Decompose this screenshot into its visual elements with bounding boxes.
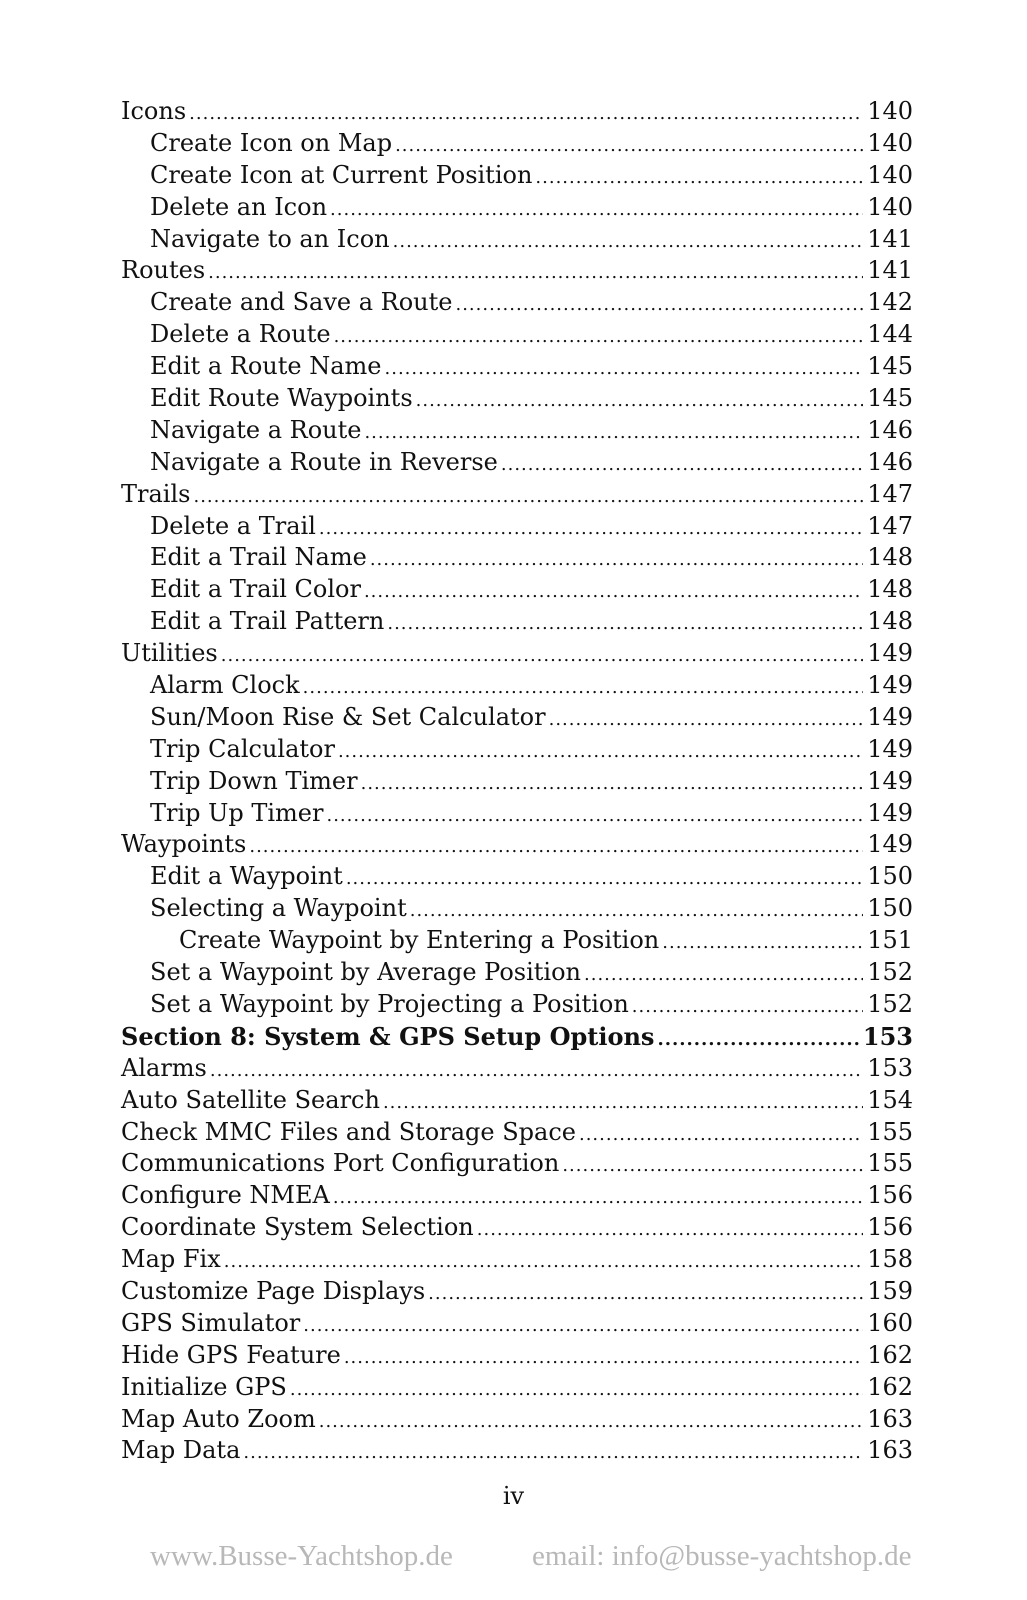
toc-entry [121, 1435, 913, 1467]
toc-entry-page: 141 [867, 256, 913, 285]
toc-entry [121, 1148, 913, 1180]
toc-entry-title: Utilities [121, 639, 218, 668]
toc-dot-leader [319, 513, 863, 545]
toc-entry-title: Check MMC Files and Storage Space [121, 1117, 576, 1146]
toc-entry-page: 149 [867, 830, 913, 859]
toc-entry-page: 156 [867, 1181, 913, 1210]
toc-entry-title: Routes [121, 256, 206, 285]
toc-entry-page: 144 [867, 320, 913, 349]
toc-dot-leader [249, 831, 863, 863]
toc-entry [121, 734, 913, 766]
toc-dot-leader [393, 226, 864, 258]
toc-entry-page: 158 [867, 1245, 913, 1274]
toc-entry-page: 148 [867, 543, 913, 572]
toc-dot-leader [364, 417, 863, 449]
toc-entry-title: Edit a Route Name [150, 352, 382, 381]
toc-dot-leader [632, 991, 863, 1023]
toc-entry-page: 154 [867, 1085, 913, 1114]
toc-entry-title: Section 8: System & GPS Setup Options [121, 1021, 655, 1051]
toc-entry [121, 383, 913, 415]
toc-dot-leader [549, 704, 864, 736]
toc-entry [121, 702, 913, 734]
toc-entry-page: 140 [867, 128, 913, 157]
toc-entry-page: 149 [867, 702, 913, 731]
toc-entry-title: Customize Page Displays [121, 1276, 426, 1305]
toc-entry [121, 96, 913, 128]
toc-dot-leader [330, 194, 863, 226]
toc-entry-page: 148 [867, 607, 913, 636]
toc-entry [121, 925, 913, 957]
toc-entry-title: Delete an Icon [150, 192, 328, 221]
toc-entry-title: Waypoints [121, 830, 247, 859]
toc-entry-title: Edit a Trail Color [150, 575, 361, 604]
toc-entry-page: 155 [867, 1149, 913, 1178]
toc-entry-title: Create Icon on Map [150, 128, 393, 157]
toc-entry [121, 1340, 913, 1372]
toc-dot-leader [584, 959, 863, 991]
toc-entry-page: 163 [867, 1436, 913, 1465]
toc-entry-title: Trails [121, 479, 191, 508]
toc-dot-leader [361, 768, 864, 800]
toc-dot-leader [346, 863, 863, 895]
toc-entry [121, 638, 913, 670]
toc-entry-page: 150 [867, 862, 913, 891]
toc-entry-page: 153 [862, 1021, 913, 1051]
toc-entry-title: Set a Waypoint by Projecting a Position [150, 989, 629, 1018]
toc-entry-page: 147 [867, 511, 913, 540]
toc-section-heading [121, 1021, 913, 1053]
toc-dot-leader [562, 1150, 863, 1182]
toc-dot-leader [303, 1310, 863, 1342]
toc-entry [121, 479, 913, 511]
toc-entry-page: 160 [867, 1308, 913, 1337]
toc-dot-leader [243, 1437, 863, 1469]
toc-entry-title: Configure NMEA [121, 1181, 330, 1210]
toc-entry [121, 1180, 913, 1212]
toc-entry-page: 149 [867, 798, 913, 827]
toc-entry-page: 162 [867, 1340, 913, 1369]
toc-entry-title: Delete a Trail [150, 511, 316, 540]
toc-entry [121, 893, 913, 925]
toc-dot-leader [579, 1119, 863, 1151]
footer-website: www.Busse-Yachtshop.de [150, 1540, 453, 1572]
toc-entry-page: 148 [867, 575, 913, 604]
toc-dot-leader [657, 1024, 858, 1056]
toc-entry-page: 140 [867, 97, 913, 125]
toc-entry-title: Coordinate System Selection [121, 1213, 474, 1242]
toc-entry [121, 1276, 913, 1308]
toc-dot-leader [477, 1214, 863, 1246]
toc-entry-title: Navigate a Route in Reverse [150, 447, 498, 476]
toc-dot-leader [387, 608, 863, 640]
toc-entry-title: Trip Calculator [150, 734, 335, 763]
toc-dot-leader [455, 289, 863, 321]
toc-dot-leader [501, 449, 863, 481]
toc-dot-leader [224, 1246, 863, 1278]
toc-entry-title: Communications Port Configuration [121, 1149, 560, 1178]
toc-entry [121, 1404, 913, 1436]
toc-entry [121, 1085, 913, 1117]
toc-entry-title: Sun/Moon Rise & Set Calculator [150, 702, 546, 731]
toc-dot-leader [395, 130, 863, 162]
toc-dot-leader [344, 1342, 863, 1374]
toc-dot-leader [333, 1182, 863, 1214]
toc-entry-page: 150 [867, 894, 913, 923]
toc-dot-leader [416, 385, 864, 417]
toc-entry-page: 140 [867, 192, 913, 221]
toc-dot-leader [385, 353, 864, 385]
toc-entry-page: 147 [867, 479, 913, 508]
toc-entry-page: 149 [867, 671, 913, 700]
toc-entry-page: 152 [867, 958, 913, 987]
toc-entry [121, 287, 913, 319]
page-number: iv [502, 1482, 525, 1510]
toc-entry-title: Alarms [121, 1053, 207, 1082]
toc-dot-leader [535, 162, 863, 194]
toc-entry-title: Set a Waypoint by Average Position [150, 958, 582, 987]
toc-entry [121, 1308, 913, 1340]
toc-entry [121, 1117, 913, 1149]
toc-entry-page: 149 [867, 766, 913, 795]
toc-dot-leader [662, 927, 863, 959]
toc-dot-leader [221, 640, 863, 672]
toc-dot-leader [193, 481, 863, 513]
toc-dot-leader [303, 672, 864, 704]
toc-entry [121, 192, 913, 224]
toc-entry-title: Edit a Waypoint [150, 862, 343, 891]
toc-entry [121, 1372, 913, 1404]
toc-entry [121, 351, 913, 383]
toc-dot-leader [326, 800, 863, 832]
toc-entry [121, 1053, 913, 1085]
toc-entry-page: 152 [867, 989, 913, 1018]
toc-entry-page: 142 [867, 288, 913, 317]
toc-entry [121, 574, 913, 606]
toc-entry-title: Create Waypoint by Entering a Position [179, 926, 660, 955]
toc-entry [121, 319, 913, 351]
toc-entry [121, 415, 913, 447]
toc-dot-leader [410, 895, 863, 927]
toc-entry-page: 140 [867, 160, 913, 189]
toc-entry-title: Edit a Trail Pattern [150, 607, 385, 636]
toc-entry-title: Hide GPS Feature [121, 1340, 341, 1369]
toc-entry-title: Auto Satellite Search [121, 1085, 380, 1114]
toc-entry-title: Create and Save a Route [150, 288, 453, 317]
toc-entry-title: Map Auto Zoom [121, 1404, 316, 1433]
toc-entry [121, 447, 913, 479]
toc-entry-title: Navigate to an Icon [150, 224, 390, 253]
toc-entry-title: Edit a Trail Name [150, 543, 367, 572]
toc-entry-page: 151 [867, 926, 913, 955]
toc-entry [121, 989, 913, 1021]
toc-entry-page: 145 [867, 352, 913, 381]
toc-entry [121, 160, 913, 192]
toc-entry-page: 146 [867, 447, 913, 476]
toc-entry-page: 155 [867, 1117, 913, 1146]
toc-entry-page: 146 [867, 415, 913, 444]
toc-entry-title: Map Data [121, 1436, 241, 1465]
toc-dot-leader [338, 736, 863, 768]
toc-dot-leader [189, 98, 863, 130]
toc-dot-leader [428, 1278, 863, 1310]
toc-entry-page: 149 [867, 734, 913, 763]
toc-entry [121, 128, 913, 160]
toc-entry-title: Delete a Route [150, 320, 331, 349]
toc-entry [121, 255, 913, 287]
toc-entry [121, 542, 913, 574]
toc-entry-page: 162 [867, 1372, 913, 1401]
toc-entry-title: Create Icon at Current Position [150, 160, 533, 189]
toc-entry-page: 141 [867, 224, 913, 253]
toc-entry [121, 224, 913, 256]
toc-entry-page: 163 [867, 1404, 913, 1433]
toc-entry-title: Initialize GPS [121, 1372, 287, 1401]
toc-dot-leader [383, 1087, 863, 1119]
toc-entry-title: Alarm Clock [150, 671, 300, 700]
toc-dot-leader [364, 576, 863, 608]
toc-entry-title: Map Fix [121, 1245, 221, 1274]
toc-entry-title: Trip Down Timer [150, 766, 358, 795]
toc-entry [121, 1212, 913, 1244]
toc-entry [121, 606, 913, 638]
toc-entry-title: Edit Route Waypoints [150, 384, 413, 413]
toc-entry-title: Icons [121, 97, 187, 125]
toc-entry-title: Navigate a Route [150, 415, 362, 444]
toc-entry [121, 1244, 913, 1276]
toc-entry [121, 957, 913, 989]
table-of-contents [121, 96, 913, 1467]
toc-dot-leader [319, 1406, 863, 1438]
toc-dot-leader [290, 1374, 863, 1406]
toc-entry-title: Selecting a Waypoint [150, 894, 407, 923]
toc-entry-page: 145 [867, 384, 913, 413]
toc-entry [121, 511, 913, 543]
toc-entry-title: Trip Up Timer [150, 798, 324, 827]
toc-entry [121, 798, 913, 830]
toc-dot-leader [334, 321, 864, 353]
toc-dot-leader [370, 544, 863, 576]
toc-entry [121, 670, 913, 702]
toc-entry [121, 861, 913, 893]
toc-entry [121, 829, 913, 861]
toc-entry-page: 156 [867, 1213, 913, 1242]
toc-entry-title: GPS Simulator [121, 1308, 301, 1337]
toc-entry-page: 159 [867, 1276, 913, 1305]
toc-dot-leader [208, 257, 863, 289]
toc-dot-leader [210, 1055, 863, 1087]
toc-entry-page: 153 [867, 1053, 913, 1082]
toc-entry [121, 766, 913, 798]
footer-email: email: info@busse-yachtshop.de [532, 1540, 912, 1572]
toc-entry-page: 149 [867, 639, 913, 668]
